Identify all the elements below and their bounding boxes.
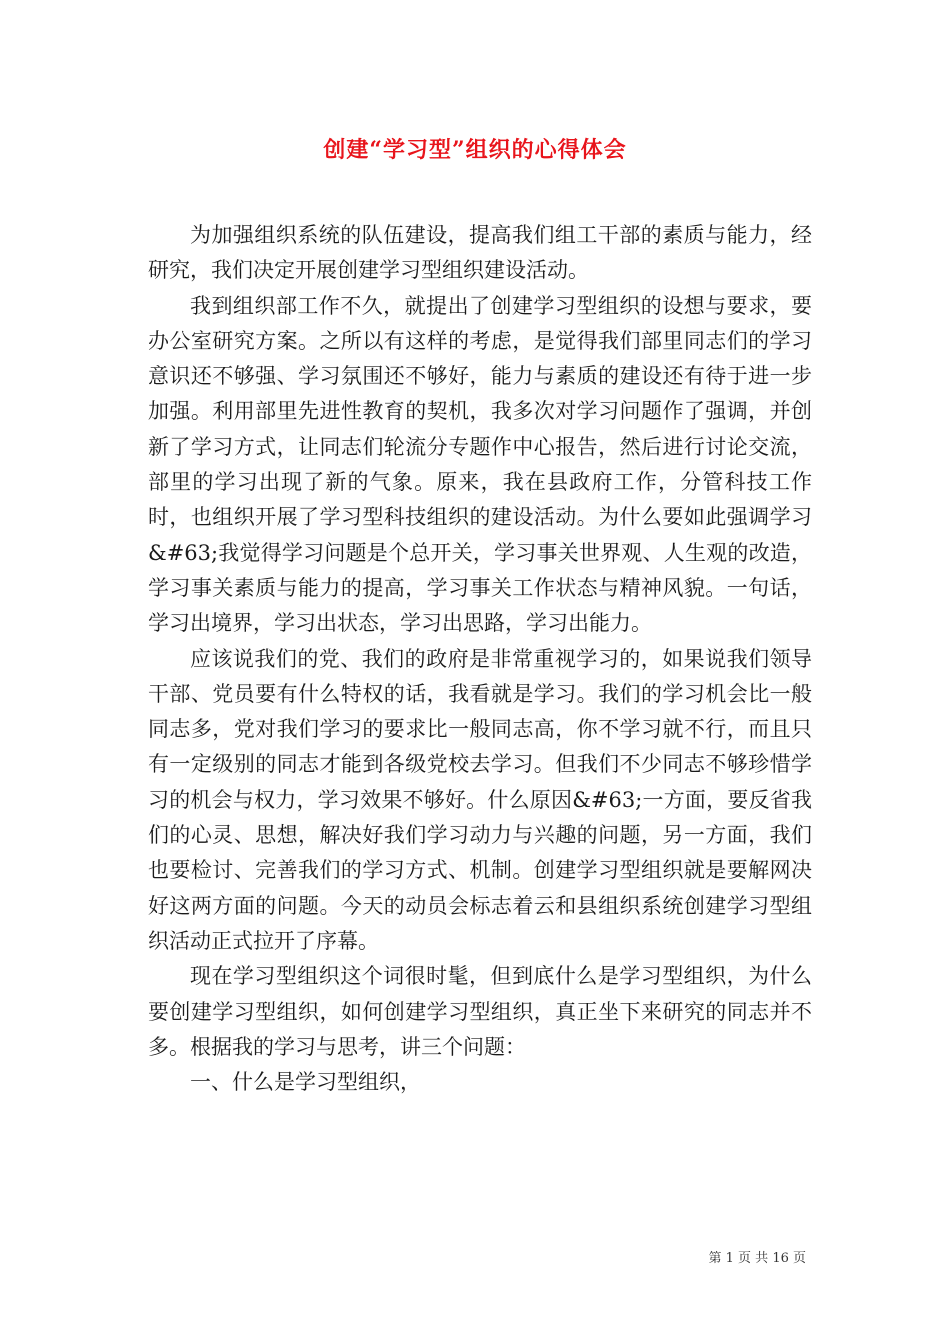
- document-body: [148, 218, 812, 1100]
- paragraph-1: 为加强组织系统的队伍建设，提高我们组工干部的素质与能力，经研究，我们决定开展创建学习型组织建设活动。: [148, 223, 812, 283]
- paragraph-4: 现在学习型组织这个词很时髦，但到底什么是学习型组织，为什么要创建学习型组织，如何创建学习型组织，真正坐下来研究的同志并不多。根据我的学习与思考，讲三个问题：: [148, 964, 812, 1059]
- paragraph-3: 应该说我们的党、我们的政府是非常重视学习的，如果说我们领导干部、党员要有什么特权的话，我看就是学习。我们的学习机会比一般同志多，党对我们学习的要求比一般同志高，你不学习就不行，而且只有一定级别的同志才能到各级党校去学习。但我们不少同志不够珍惜学习的机会与权力，学习效果不够好。什么原因&#63;一方面，要反省我们的心灵、思想，解决好我们学习动力与兴趣的问题，另一方面，我们也要检讨、完善我们的学习方式、机制。创建学习型组织就是要解网决好这两方面的问题。今天的动员会标志着云和县组织系统创建学习型组织活动正式拉开了序幕。: [148, 646, 812, 953]
- paragraph-2: 我到组织部工作不久，就提出了创建学习型组织的设想与要求，要办公室研究方案。之所以有这样的考虑，是觉得我们部里同志们的学习意识还不够强、学习氛围还不够好，能力与素质的建设还有待于进一步加强。利用部里先进性教育的契机，我多次对学习问题作了强调，并创新了学习方式，让同志们轮流分专题作中心报告，然后进行讨论交流，部里的学习出现了新的气象。原来，我在县政府工作，分管科技工作时，也组织开展了学习型科技组织的建设活动。为什么要如此强调学习&#63;我觉得学习问题是个总开关，学习事关世界观、人生观的改造，学习事关素质与能力的提高，学习事关工作状态与精神风貌。一句话，学习出境界，学习出状态，学习出思路，学习出能力。: [148, 293, 812, 636]
- paragraph-5: 一、什么是学习型组织，: [190, 1070, 421, 1095]
- page-number-footer: 第 1 页 共 16 页: [708, 1251, 806, 1266]
- document-title: 创建“学习型”组织的心得体会: [323, 137, 627, 163]
